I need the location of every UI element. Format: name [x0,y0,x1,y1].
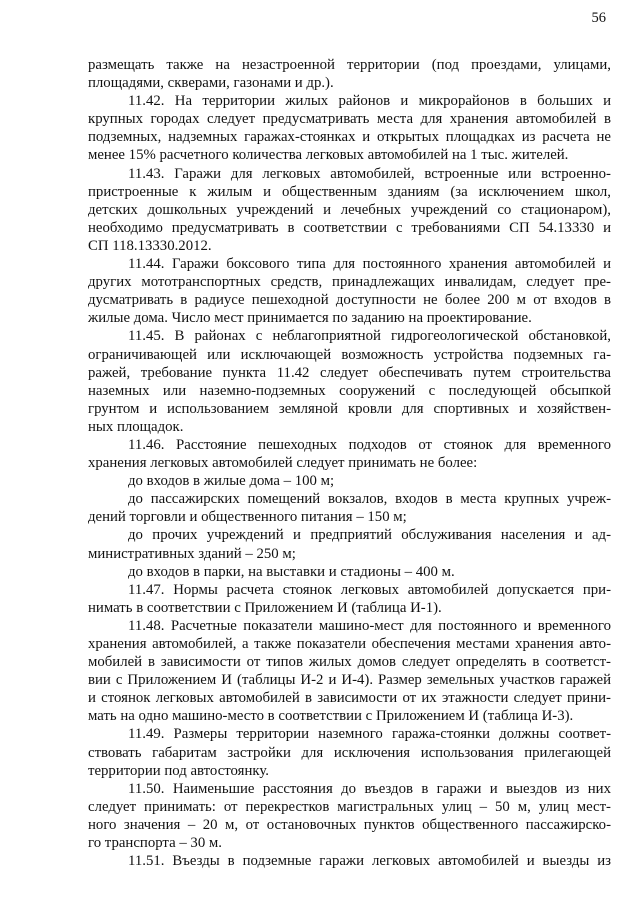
text-line: других мототранспортных средств, принадлежащих инвалидам, следует пре- [88,274,611,291]
clause-11-46 [88,436,611,472]
text-line: 11.44. Гаражи боксового типа для постоянного хранения автомобилей и [128,256,611,273]
text-line: СП 118.13330.2012. [88,237,212,254]
clause-11-48 [88,617,611,726]
text-line: подземных, надземных гаражах-стоянках и открытых площадках из расчета не [88,129,611,146]
clause-11-42 [88,92,611,164]
text-line: крупных городах следует предусматривать места для хранения автомобилей в [88,111,611,128]
text-line: ражей, требование пункта 11.42 следует обеспечивать путем строительства [88,364,611,381]
text-line: мать на одно машино-место в соответствии с Приложением И (таблица И-3). [88,708,574,725]
text-line: пристроенные к жилым и общественным зданиям (за исключением школ, [88,183,611,200]
text-line: наземных или наземно-подземных сооружений с последующей обсыпкой [88,382,611,399]
clause-11-45 [88,327,611,436]
text-line: необходимо предусматривать в соответствии с требованиями СП 54.13330 и [88,219,611,236]
text-line: и стоянок легковых автомобилей в зависимости от их этажности следует прини- [88,690,611,707]
text-line: ных площадок. [88,418,184,435]
text-line: территории под автостоянку. [88,762,269,779]
text-line: 11.48. Расчетные показатели машино-мест для постоянного и временного [128,617,611,634]
text-line: размещать также на незастроенной территории (под проездами, улицами, [88,57,611,73]
distance-item-parks [88,563,611,581]
text-line: хранения автомобилей, а также показатели обеспечения местами хранения авто- [88,636,611,652]
text-line: нимать в соответствии с Приложением И (таблица И-1). [88,599,442,616]
clause-11-49 [88,725,611,779]
text-line: ствовать габаритам застройки для исключения использования прилегающей [88,744,611,761]
text-line: до входов в жилые дома – 100 м; [128,473,335,490]
text-line: ного значения – 20 м, от остановочных пунктов общественного пассажирско- [88,816,611,833]
document-body [88,56,611,870]
text-line: дусматривать в радиусе пешеходной доступности не более 200 м от входов в [88,292,611,309]
text-line: 11.46. Расстояние пешеходных подходов от стоянок для временного [128,436,611,453]
text-line: вии с Приложением И (таблицы И-2 и И-4). Размер земельных участков гаражей [88,672,611,689]
text-line: детских дошкольных учреждений и лечебных учреждений со стационаром), [88,201,611,218]
continued-paragraph [88,56,611,92]
clause-11-50 [88,780,611,852]
text-line: до пассажирских помещений вокзалов, входов в места крупных учреж- [128,491,611,508]
text-line: 11.45. В районах с неблагоприятной гидрогеологической обстановкой, [128,328,611,345]
text-line: до прочих учреждений и предприятий обслуживания населения и ад- [128,527,611,544]
clause-11-51 [88,852,611,870]
distance-item-residential [88,472,611,490]
text-line: грунтом и использованием земляной кровли для спортивных и хозяйствен- [88,400,611,417]
text-line: жилые дома. Число мест принимается по заданию на проектирование. [88,310,532,327]
text-line: дений торговли и общественного питания – 150 м; [88,509,407,526]
page-number: 56 [591,10,606,26]
text-line: менее 15% расчетного количества легковых автомобилей на 1 тыс. жителей. [88,147,569,164]
distance-item-services [88,526,611,562]
distance-item-stations [88,490,611,526]
text-line: мобилей в зависимости от типов жилых домов следует определять в соответст- [88,654,611,671]
text-line: 11.51. Въезды в подземные гаражи легковых автомобилей и выезды из [128,853,611,870]
clause-11-43 [88,165,611,255]
text-line: до входов в парки, на выставки и стадионы – 400 м. [128,563,455,580]
text-line: следует принимать: от перекрестков магистральных улиц – 50 м, улиц мест- [88,798,611,815]
text-line: 11.49. Размеры территории наземного гаража-стоянки должны соответ- [128,726,611,743]
text-line: го транспорта – 30 м. [88,835,222,852]
text-line: министративных зданий – 250 м; [88,545,296,562]
clause-11-44 [88,255,611,327]
clause-11-47 [88,581,611,617]
text-line: ограничивающей или исключающей возможность устройства подземных га- [88,346,611,363]
text-line: 11.43. Гаражи для легковых автомобилей, встроенные или встроенно- [128,165,611,182]
text-line: 11.50. Наименьшие расстояния до въездов в гаражи и выездов из них [128,780,611,797]
text-line: 11.47. Нормы расчета стоянок легковых автомобилей допускается при- [128,581,611,598]
text-line: площадями, скверами, газонами и др.). [88,75,334,92]
text-line: 11.42. На территории жилых районов и микрорайонов в больших и [128,93,611,110]
text-line: хранения легковых автомобилей следует принимать не более: [88,455,478,472]
